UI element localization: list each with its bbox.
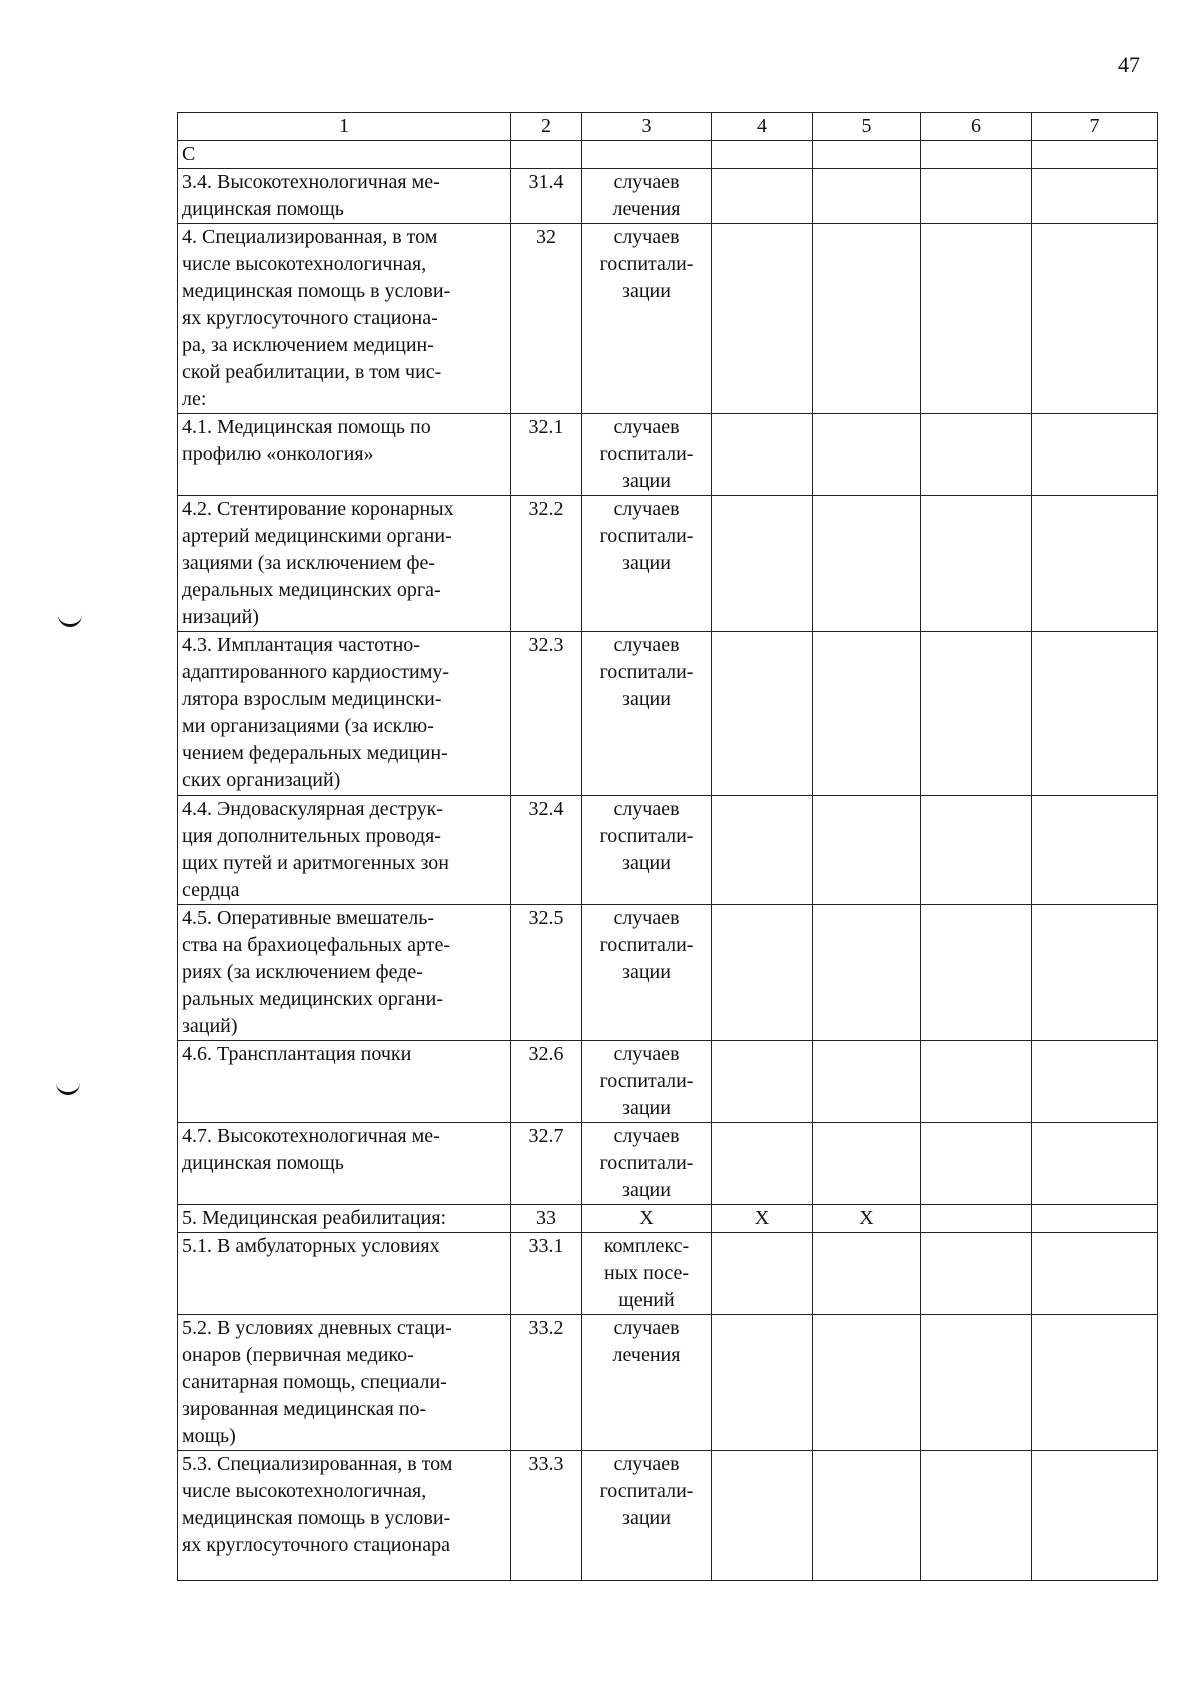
value-cell-col7	[1032, 1451, 1158, 1581]
row-number-cell: 33.1	[511, 1233, 582, 1315]
value-cell-col6	[921, 414, 1032, 496]
table-row	[178, 1451, 1158, 1581]
column-header: 4	[712, 113, 813, 141]
value-cell-col6	[921, 1451, 1032, 1581]
row-number-cell: 32.5	[511, 905, 582, 1041]
column-header: 5	[813, 113, 921, 141]
unit-cell: случаев госпитали- зации	[582, 1123, 712, 1205]
value-cell-col5	[813, 224, 921, 414]
value-cell-col7	[1032, 1233, 1158, 1315]
row-number-cell: 32.6	[511, 1041, 582, 1123]
row-number-cell: 32.4	[511, 796, 582, 905]
row-number-cell: 32.3	[511, 632, 582, 796]
data-table	[177, 112, 1158, 1581]
unit-cell: случаев госпитали- зации	[582, 1041, 712, 1123]
column-header: 3	[582, 113, 712, 141]
row-number-cell: 32.1	[511, 414, 582, 496]
value-cell-col5	[813, 496, 921, 632]
value-cell-col4	[712, 632, 813, 796]
row-number-cell	[511, 141, 582, 169]
row-number-cell: 32	[511, 224, 582, 414]
value-cell-col7	[1032, 496, 1158, 632]
unit-cell: случаев госпитали- зации	[582, 496, 712, 632]
table-row	[178, 141, 1158, 169]
unit-cell	[582, 141, 712, 169]
row-label-cell: 4.5. Оперативные вмешатель- ства на брахиоцефальных арте- риях (за исключением феде- ральных медицинских органи- заций)	[178, 905, 511, 1041]
value-cell-col6	[921, 796, 1032, 905]
unit-cell: комплекс- ных посе- щений	[582, 1233, 712, 1315]
value-cell-col5	[813, 1041, 921, 1123]
row-label-cell: 4. Специализированная, в том числе высокотехнологичная, медицинская помощь в услови- ях круглосуточного стациона- ра, за исключением медицин- ской реабилитации, в том чис- ле:	[178, 224, 511, 414]
unit-cell: случаев госпитали- зации	[582, 414, 712, 496]
row-label-cell: 4.7. Высокотехнологичная ме- дицинская помощь	[178, 1123, 511, 1205]
value-cell-col7	[1032, 632, 1158, 796]
column-header: 1	[178, 113, 511, 141]
column-header: 6	[921, 113, 1032, 141]
value-cell-col4	[712, 1123, 813, 1205]
row-number-cell: 32.7	[511, 1123, 582, 1205]
value-cell-col5: Х	[813, 1205, 921, 1233]
value-cell-col5	[813, 169, 921, 224]
table-row	[178, 414, 1158, 496]
unit-cell: случаев лечения	[582, 1315, 712, 1451]
table-row	[178, 1123, 1158, 1205]
value-cell-col7	[1032, 1041, 1158, 1123]
table-row	[178, 224, 1158, 414]
value-cell-col5	[813, 1233, 921, 1315]
value-cell-col5	[813, 1315, 921, 1451]
value-cell-col6	[921, 632, 1032, 796]
table-row	[178, 632, 1158, 796]
row-label-cell: 4.3. Имплантация частотно- адаптированного кардиостиму- лятора взрослым медицински- ми организациями (за исклю- чением федеральных медицин- ских организаций)	[178, 632, 511, 796]
value-cell-col6	[921, 141, 1032, 169]
row-label-cell: 5.3. Специализированная, в том числе высокотехнологичная, медицинская помощь в услови- ях круглосуточного стационара	[178, 1451, 511, 1581]
table-row	[178, 1315, 1158, 1451]
unit-cell: случаев госпитали- зации	[582, 224, 712, 414]
value-cell-col7	[1032, 414, 1158, 496]
value-cell-col6	[921, 1315, 1032, 1451]
value-cell-col5	[813, 905, 921, 1041]
value-cell-col6	[921, 496, 1032, 632]
table-row	[178, 796, 1158, 905]
value-cell-col5	[813, 414, 921, 496]
value-cell-col6	[921, 1233, 1032, 1315]
table-header-row	[178, 113, 1158, 141]
row-number-cell: 33	[511, 1205, 582, 1233]
value-cell-col4	[712, 169, 813, 224]
row-label-cell: С	[178, 141, 511, 169]
row-label-cell: 4.4. Эндоваскулярная деструк- ция дополнительных проводя- щих путей и аритмогенных зон сердца	[178, 796, 511, 905]
table-row	[178, 905, 1158, 1041]
row-label-cell: 4.1. Медицинская помощь по профилю «онкология»	[178, 414, 511, 496]
row-label-cell: 4.6. Трансплантация почки	[178, 1041, 511, 1123]
value-cell-col4	[712, 1041, 813, 1123]
value-cell-col6	[921, 1123, 1032, 1205]
value-cell-col7	[1032, 905, 1158, 1041]
value-cell-col7	[1032, 1123, 1158, 1205]
value-cell-col6	[921, 1205, 1032, 1233]
value-cell-col7	[1032, 224, 1158, 414]
value-cell-col7	[1032, 1315, 1158, 1451]
value-cell-col7	[1032, 796, 1158, 905]
unit-cell: случаев госпитали- зации	[582, 632, 712, 796]
value-cell-col7	[1032, 169, 1158, 224]
page-number: 47	[1118, 52, 1140, 77]
unit-cell: Х	[582, 1205, 712, 1233]
value-cell-col5	[813, 1123, 921, 1205]
scan-artifact-mark	[58, 614, 82, 627]
value-cell-col5	[813, 632, 921, 796]
value-cell-col6	[921, 1041, 1032, 1123]
unit-cell: случаев лечения	[582, 169, 712, 224]
value-cell-col4	[712, 905, 813, 1041]
row-label-cell: 5.1. В амбулаторных условиях	[178, 1233, 511, 1315]
value-cell-col4	[712, 414, 813, 496]
unit-cell: случаев госпитали- зации	[582, 796, 712, 905]
unit-cell: случаев госпитали- зации	[582, 905, 712, 1041]
value-cell-col4	[712, 1451, 813, 1581]
row-number-cell: 33.2	[511, 1315, 582, 1451]
value-cell-col5	[813, 141, 921, 169]
value-cell-col6	[921, 169, 1032, 224]
row-label-cell: 4.2. Стентирование коронарных артерий медицинскими органи- зациями (за исключением фе- деральных медицинских орга- низаций)	[178, 496, 511, 632]
value-cell-col4	[712, 496, 813, 632]
table-row	[178, 496, 1158, 632]
table-row	[178, 1205, 1158, 1233]
column-header: 2	[511, 113, 582, 141]
row-number-cell: 33.3	[511, 1451, 582, 1581]
value-cell-col4	[712, 1315, 813, 1451]
value-cell-col4	[712, 1233, 813, 1315]
table-row	[178, 169, 1158, 224]
row-label-cell: 5. Медицинская реабилитация:	[178, 1205, 511, 1233]
row-label-cell: 3.4. Высокотехнологичная ме- дицинская помощь	[178, 169, 511, 224]
unit-cell: случаев госпитали- зации	[582, 1451, 712, 1581]
scan-artifact-mark	[56, 1082, 80, 1095]
value-cell-col4: Х	[712, 1205, 813, 1233]
value-cell-col6	[921, 905, 1032, 1041]
row-label-cell: 5.2. В условиях дневных стаци- онаров (первичная медико- санитарная помощь, специали- зированная медицинская по- мощь)	[178, 1315, 511, 1451]
row-number-cell: 31.4	[511, 169, 582, 224]
value-cell-col4	[712, 796, 813, 905]
column-header: 7	[1032, 113, 1158, 141]
value-cell-col7	[1032, 141, 1158, 169]
table-row	[178, 1233, 1158, 1315]
value-cell-col5	[813, 1451, 921, 1581]
value-cell-col7	[1032, 1205, 1158, 1233]
value-cell-col4	[712, 224, 813, 414]
value-cell-col6	[921, 224, 1032, 414]
value-cell-col5	[813, 796, 921, 905]
table-row	[178, 1041, 1158, 1123]
row-number-cell: 32.2	[511, 496, 582, 632]
value-cell-col4	[712, 141, 813, 169]
